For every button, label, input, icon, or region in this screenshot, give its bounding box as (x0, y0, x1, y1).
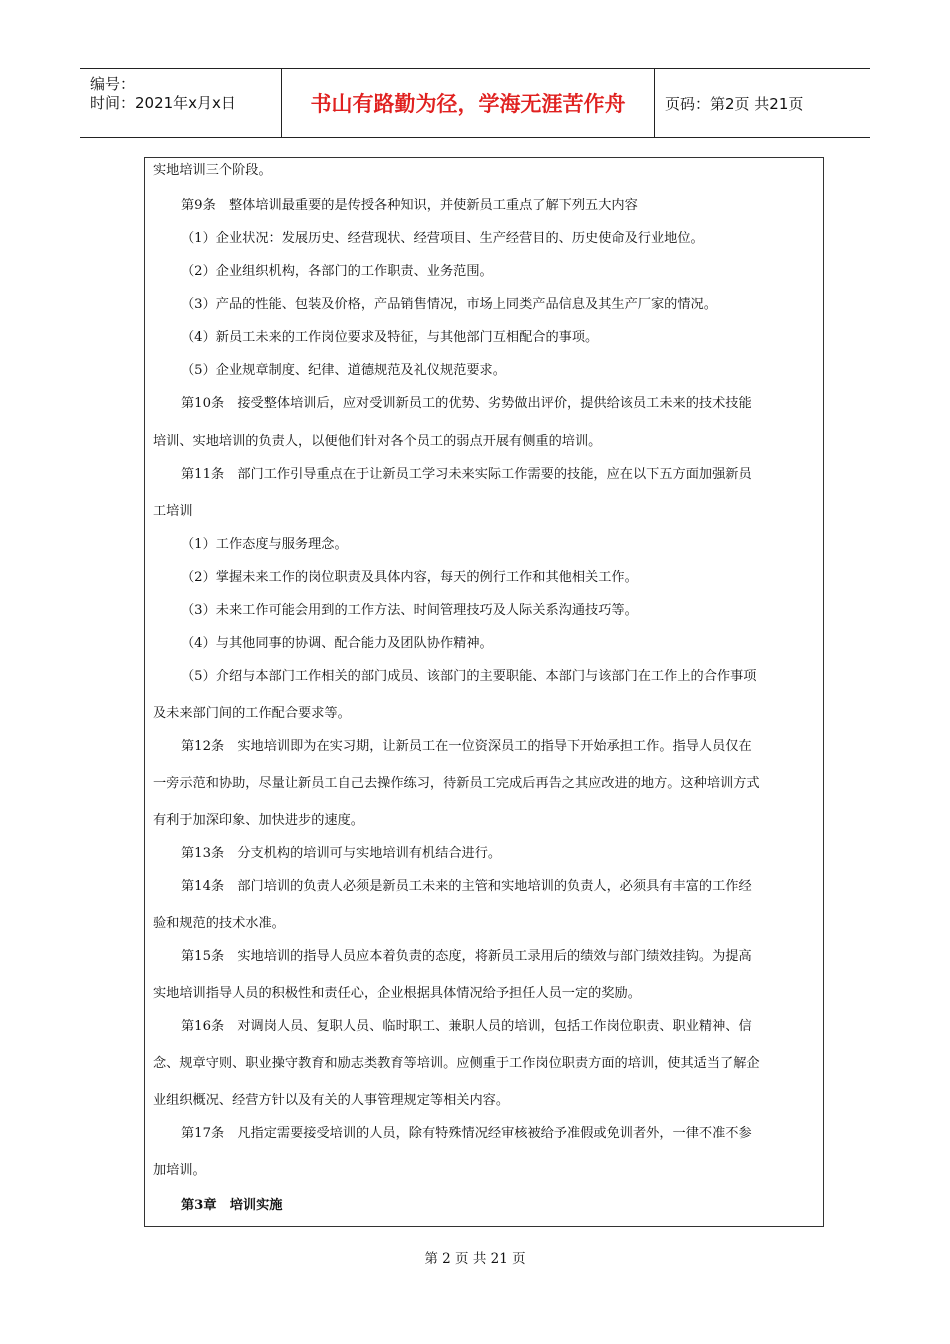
body-line: （5）企业规章制度、纪律、道德规范及礼仪规范要求。 (181, 363, 506, 378)
page-footer: 第 2 页 共 21 页 (424, 1251, 526, 1267)
header-page-info: 页码：第2页 共21页 (665, 94, 804, 113)
body-line: 加培训。 (153, 1163, 206, 1178)
body-line: 第11条 部门工作引导重点在于让新员工学习未来实际工作需要的技能，应在以下五方面加强新员 (181, 467, 752, 482)
body-line: （1）企业状况：发展历史、经营现状、经营项目、生产经营目的、历史使命及行业地位。 (181, 231, 704, 246)
body-line: 一旁示范和协助，尽量让新员工自己去操作练习，待新员工完成后再告之其应改进的地方。这种培训方式 (153, 776, 760, 791)
body-line: 第17条 凡指定需要接受培训的人员，除有特殊情况经审核被给予准假或免训者外，一律不准不参 (181, 1126, 752, 1141)
body-line: （2）企业组织机构，各部门的工作职责、业务范围。 (181, 264, 493, 279)
body-line: 验和规范的技术水准。 (153, 916, 285, 931)
document-body (144, 157, 824, 1227)
document-number-label: 编号： (90, 75, 136, 93)
body-line: （3）未来工作可能会用到的工作方法、时间管理技巧及人际关系沟通技巧等。 (181, 603, 638, 618)
chapter-heading: 第3章 培训实施 (181, 1198, 283, 1213)
body-line: 第15条 实地培训的指导人员应本着负责的态度，将新员工录用后的绩效与部门绩效挂钩。为提高 (181, 949, 752, 964)
body-line: 实地培训三个阶段。 (153, 163, 272, 178)
document-header (80, 68, 870, 138)
body-line: 第9条 整体培训最重要的是传授各种知识，并使新员工重点了解下列五大内容 (181, 198, 638, 213)
body-line: 及未来部门间的工作配合要求等。 (153, 706, 351, 721)
body-line: 第14条 部门培训的负责人必须是新员工未来的主管和实地培训的负责人，必须具有丰富的工作经 (181, 879, 752, 894)
body-line: 第13条 分支机构的培训可与实地培训有机结合进行。 (181, 846, 502, 861)
body-line: 第10条 接受整体培训后，应对受训新员工的优势、劣势做出评价，提供给该员工未来的技术技能 (181, 396, 752, 411)
body-line: （2）掌握未来工作的岗位职责及具体内容，每天的例行工作和其他相关工作。 (181, 570, 638, 585)
header-motto: 书山有路勤为径，学海无涯苦作舟 (282, 69, 655, 137)
header-meta-cell (80, 69, 282, 137)
body-line: （4）与其他同事的协调、配合能力及团队协作精神。 (181, 636, 493, 651)
body-line: （5）介绍与本部门工作相关的部门成员、该部门的主要职能、本部门与该部门在工作上的合作事项 (181, 669, 757, 684)
body-line: 培训、实地培训的负责人，以便他们针对各个员工的弱点开展有侧重的培训。 (153, 434, 602, 449)
body-line: 实地培训指导人员的积极性和责任心，企业根据具体情况给予担任人员一定的奖励。 (153, 986, 641, 1001)
body-line: 第16条 对调岗人员、复职人员、临时职工、兼职人员的培训，包括工作岗位职责、职业精神、信 (181, 1019, 752, 1034)
body-line: 第12条 实地培训即为在实习期，让新员工在一位资深员工的指导下开始承担工作。指导人员仅在 (181, 739, 752, 754)
body-line: （4）新员工未来的工作岗位要求及特征，与其他部门互相配合的事项。 (181, 330, 599, 345)
body-line: 念、规章守则、职业操守教育和励志类教育等培训。应侧重于工作岗位职责方面的培训，使其适当了解企 (153, 1056, 760, 1071)
body-line: （1）工作态度与服务理念。 (181, 537, 348, 552)
body-line: 有利于加深印象、加快进步的速度。 (153, 813, 364, 828)
body-line: 业组织概况、经营方针以及有关的人事管理规定等相关内容。 (153, 1093, 510, 1108)
document-time-label: 时间：2021年x月x日 (90, 94, 236, 112)
body-line: 工培训 (153, 504, 193, 519)
body-line: （3）产品的性能、包装及价格，产品销售情况，市场上同类产品信息及其生产厂家的情况。 (181, 297, 717, 312)
